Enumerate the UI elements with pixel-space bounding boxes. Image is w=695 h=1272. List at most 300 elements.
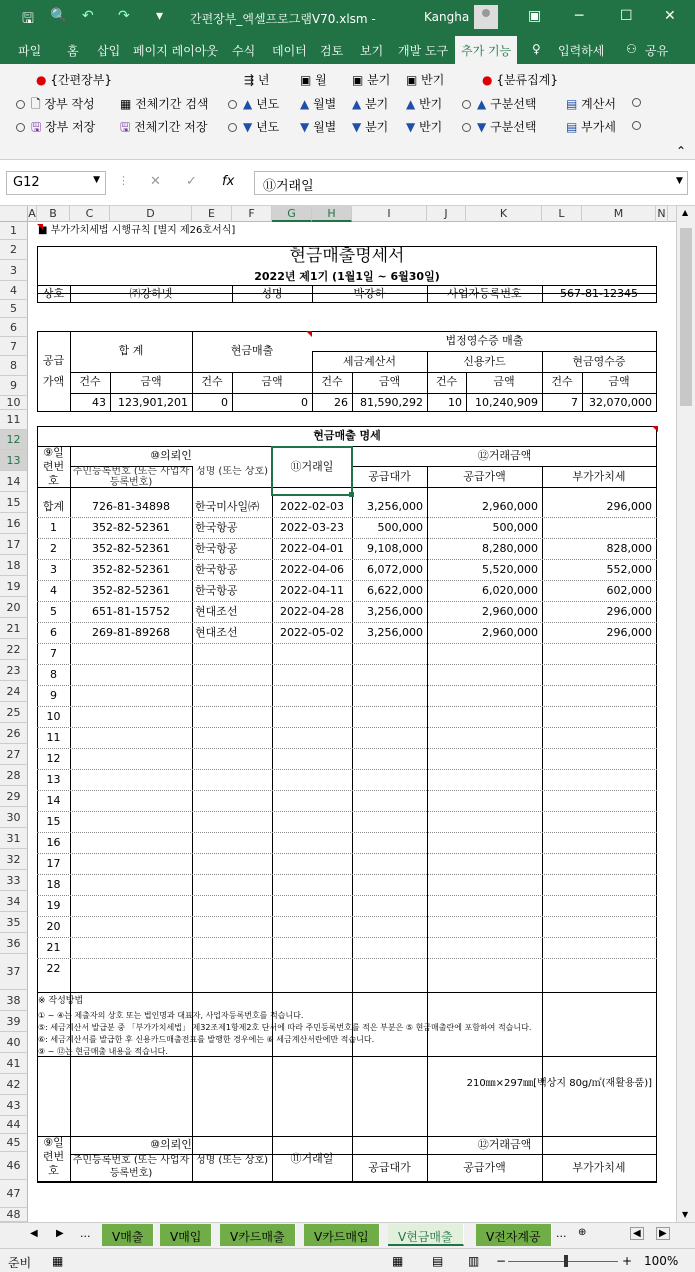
table-row-regno (70, 895, 192, 916)
cancel-icon[interactable]: ✕ (150, 174, 161, 189)
summary-amount: 32,070,000 (589, 396, 652, 409)
table-row-price: 3,256,000 (367, 500, 423, 513)
table-row-date: 2022-04-06 (280, 563, 344, 576)
table-row-supply (427, 643, 538, 664)
month-up-button[interactable]: ▲ 월별 (300, 97, 337, 111)
form-period: 2022년 제1기 (1월1일 ~ 6월30일) (254, 270, 440, 283)
table-row-regno: 352-82-52361 (92, 584, 170, 597)
label-amount: 금액 (140, 375, 162, 388)
row-header[interactable]: 40 (0, 1032, 28, 1053)
zoom-slider-thumb[interactable] (564, 1255, 568, 1267)
table-row-price: 6,622,000 (367, 584, 423, 597)
save-icon[interactable]: 🖫 (22, 11, 34, 27)
comment-indicator[interactable] (37, 224, 43, 230)
row-header[interactable]: 28 (0, 765, 28, 786)
table-row-vat (542, 706, 652, 727)
tab-data[interactable]: 데이터 (272, 44, 307, 58)
column-header[interactable]: L (542, 206, 582, 222)
radio-option-2[interactable] (632, 118, 647, 132)
table-row-supply (427, 916, 538, 937)
table-row-supply: 8,280,000 (482, 542, 538, 555)
table-row-client: 한국항공 (195, 542, 238, 555)
table-row-regno (70, 832, 192, 853)
half-down-button[interactable]: ▼ 반기 (406, 120, 443, 134)
row-header[interactable]: 21 (0, 618, 28, 639)
row-header[interactable]: 27 (0, 744, 28, 765)
table-row-date (272, 895, 352, 916)
table-row-client (192, 643, 272, 664)
table-row-vat (542, 832, 652, 853)
row-header[interactable]: 18 (0, 555, 28, 576)
row-header[interactable]: 23 (0, 660, 28, 681)
table-row-client (192, 853, 272, 874)
row-header[interactable]: 43 (0, 1095, 28, 1116)
label-serial-2: 련번 (42, 460, 65, 473)
select-all-corner[interactable] (0, 206, 28, 222)
label-count: 건수 (201, 375, 223, 388)
hscroll-right[interactable]: ▶ (656, 1227, 670, 1240)
table-row-serial: 6 (50, 626, 57, 639)
form-rule: ■ 부가가치세법 시행규칙 [별지 제26호서식] (38, 225, 236, 236)
table-row-serial: 18 (46, 878, 61, 891)
table-row-date: 2022-04-28 (280, 605, 344, 618)
save-all-button[interactable]: 🖫 전체기간 저장 (120, 120, 208, 134)
table-row-date: 2022-03-23 (280, 521, 344, 534)
vat-button[interactable]: ▤ 부가세 (566, 120, 616, 134)
tab-page-layout[interactable]: 페이지 레이아웃 (133, 44, 218, 58)
table-row-serial: 20 (46, 920, 61, 933)
table-row-vat: 602,000 (606, 584, 652, 597)
status-bar (0, 1248, 695, 1272)
table-row-price: 6,072,000 (367, 563, 423, 576)
row-header[interactable]: 36 (0, 933, 28, 954)
table-row-vat (542, 958, 652, 979)
search-all-button[interactable]: ▦ 전체기간 검색 (120, 97, 209, 111)
zoom-out-icon[interactable]: − (496, 1254, 507, 1268)
formula-input[interactable]: ⑪거래일 (254, 171, 688, 195)
tab-insert[interactable]: 삽입 (97, 44, 121, 58)
row-header[interactable]: 2 (0, 240, 28, 260)
row-header[interactable]: 19 (0, 576, 28, 597)
selected-cell[interactable] (271, 446, 353, 496)
table-row-vat (542, 874, 652, 895)
row-header[interactable]: 39 (0, 1011, 28, 1032)
table-row-serial: 19 (46, 899, 61, 912)
row-header[interactable]: 46 (0, 1152, 28, 1180)
table-row-date (272, 874, 352, 895)
table-row-regno: 352-82-52361 (92, 563, 170, 576)
column-header[interactable]: A (28, 207, 36, 220)
table-row-serial: 12 (46, 752, 61, 765)
table-row-vat (542, 685, 652, 706)
table-row-price (352, 874, 423, 895)
note-line: ① ~ ④는 제출자의 상호 또는 법인명과 대표자, 사업자등록번호를 적습니다. (38, 1011, 304, 1020)
table-row-serial: 10 (46, 710, 61, 723)
row-header[interactable]: 31 (0, 828, 28, 849)
table-row-serial: 8 (50, 668, 57, 681)
table-row-supply (427, 958, 538, 979)
table-row-client (192, 685, 272, 706)
column-header[interactable]: B (37, 206, 70, 222)
column-header[interactable]: E (192, 206, 232, 222)
hscroll-left[interactable]: ◀ (630, 1227, 644, 1240)
minimize-icon[interactable]: ─ (575, 8, 584, 24)
summary-count: 0 (221, 396, 228, 409)
table-row-serial: 5 (50, 605, 57, 618)
row-header[interactable]: 12 (0, 430, 28, 450)
row-header[interactable]: 38 (0, 990, 28, 1011)
column-header[interactable]: F (232, 206, 272, 222)
month-button[interactable]: ▣ 월 (300, 73, 327, 87)
label-client-name: 성명 (또는 상호) (195, 1155, 269, 1166)
avatar[interactable] (474, 5, 498, 29)
row-header[interactable]: 16 (0, 513, 28, 534)
table-row-client (192, 706, 272, 727)
row-header[interactable]: 47 (0, 1180, 28, 1208)
summary-count: 7 (571, 396, 578, 409)
row-header[interactable]: 1 (0, 222, 28, 240)
label-company: 상호 (42, 287, 65, 300)
quarter-button[interactable]: ▣ 분기 (352, 73, 391, 87)
table-row-client (192, 895, 272, 916)
table-row-supply (427, 727, 538, 748)
table-row-date (272, 769, 352, 790)
note-line: ⑨ ~ ⑫는 현금매출 내용을 적습니다. (38, 1047, 168, 1056)
table-row-client (192, 748, 272, 769)
table-row-price (352, 853, 423, 874)
table-row-vat (542, 790, 652, 811)
bulb-icon: ● (36, 73, 47, 87)
label-amount: 금액 (493, 375, 515, 388)
half-up-button[interactable]: ▲ 반기 (406, 97, 443, 111)
table-row-price (352, 832, 423, 853)
row-header[interactable]: 20 (0, 597, 28, 618)
page-layout-view-icon[interactable]: ▤ (432, 1254, 444, 1268)
zoom-level[interactable]: 100% (644, 1254, 679, 1268)
table-row-serial: 2 (50, 542, 57, 555)
more-tabs-left[interactable]: ... (80, 1227, 91, 1240)
table-row-vat (542, 937, 652, 958)
tab-purchase[interactable]: V매입 (160, 1224, 212, 1246)
note-line: ⑤: 세금계산서 발급분 중 「부가가치세법」 제32조제1항제2호 단서에 따라 주민등록번호를 적은 부분은 ⑤ 현금매출란에 포함하여 적습니다. (38, 1023, 532, 1032)
group-label-ledger: {간편장부} (50, 73, 112, 87)
column-header[interactable]: D (110, 206, 192, 222)
table-row-supply: 2,960,000 (482, 605, 538, 618)
table-row-price: 500,000 (377, 521, 423, 534)
row-header[interactable]: 14 (0, 471, 28, 492)
row-header[interactable]: 33 (0, 870, 28, 891)
table-row-regno: 352-82-52361 (92, 542, 170, 555)
table-row-date (272, 664, 352, 685)
label-card: 신용카드 (463, 355, 506, 368)
row-header[interactable]: 5 (0, 300, 28, 318)
paper-spec: 210㎜×297㎜[백상지 80g/㎡(재활용품)] (466, 1078, 652, 1089)
row-header[interactable]: 24 (0, 681, 28, 702)
row-header[interactable]: 4 (0, 281, 28, 300)
table-row-vat (542, 853, 652, 874)
table-row-price (352, 958, 423, 979)
comment-indicator[interactable] (652, 426, 658, 432)
table-row-vat: 296,000 (606, 500, 652, 513)
table-row-serial: 1 (50, 521, 57, 534)
table-row-date (272, 937, 352, 958)
column-header[interactable]: H (312, 206, 352, 222)
table-row-regno: 726-81-34898 (92, 500, 170, 513)
row-header[interactable]: 42 (0, 1074, 28, 1095)
table-row-client: 한국항공 (195, 563, 238, 576)
column-header[interactable]: M (582, 206, 656, 222)
invoice-button[interactable]: ▤ 계산서 (566, 97, 616, 111)
tab-review[interactable]: 검토 (320, 44, 344, 58)
tab-view[interactable]: 보기 (360, 44, 384, 58)
label-total: 합 계 (118, 344, 144, 357)
row-header[interactable]: 6 (0, 318, 28, 337)
table-row-vat (542, 811, 652, 832)
table-row-vat (542, 727, 652, 748)
person-icon: ⚇ (626, 42, 637, 56)
column-header[interactable]: I (352, 206, 427, 222)
table-row-supply (427, 664, 538, 685)
summary-count: 10 (448, 396, 462, 409)
summary-amount: 0 (301, 396, 308, 409)
tab-cash-sales[interactable]: V현금매출 (388, 1224, 464, 1246)
table-row-client: 현대조선 (195, 605, 238, 618)
table-row-date (272, 706, 352, 727)
table-row-date (272, 643, 352, 664)
label-vat: 부가가치세 (572, 470, 626, 483)
column-header[interactable]: G (272, 206, 312, 222)
table-row-supply (427, 895, 538, 916)
row-header[interactable]: 8 (0, 356, 28, 376)
zoom-slider[interactable] (508, 1261, 618, 1262)
row-header[interactable]: 35 (0, 912, 28, 933)
insert-function-icon[interactable]: fx (222, 174, 235, 189)
label-serial-3: 호 (48, 474, 59, 487)
window-title: 간편장부_엑셀프로그램V70.xlsm - (190, 12, 376, 26)
undo-icon[interactable]: ↶ (82, 8, 94, 24)
table-row-client: 현대조선 (195, 626, 238, 639)
collapse-ribbon-icon[interactable]: ⌃ (676, 144, 687, 158)
table-row-serial: 9 (50, 689, 57, 702)
table-row-date (272, 727, 352, 748)
zoom-in-icon[interactable]: + (622, 1254, 633, 1268)
table-row-vat: 296,000 (606, 626, 652, 639)
tab-card-sales[interactable]: V카드매출 (220, 1224, 296, 1246)
worksheet-grid[interactable] (0, 206, 695, 1222)
table-row-vat (542, 748, 652, 769)
category-up-button[interactable]: ▲ 구분선택 (462, 95, 536, 112)
more-tabs-right[interactable]: ... (556, 1227, 567, 1240)
year-button[interactable]: ⇶ 년 (244, 73, 270, 87)
form-title: 현금매출명세서 (289, 246, 405, 266)
row-header[interactable]: 45 (0, 1134, 28, 1152)
label-price: 공급대가 (368, 1161, 411, 1174)
row-header[interactable]: 26 (0, 723, 28, 744)
quarter-up-button[interactable]: ▲ 분기 (352, 97, 389, 111)
table-row-regno (70, 853, 192, 874)
column-header[interactable]: C (70, 206, 110, 222)
row-header[interactable]: 37 (0, 954, 28, 990)
table-row-regno (70, 811, 192, 832)
label-supply-2: 가액 (42, 375, 65, 388)
half-button[interactable]: ▣ 반기 (406, 73, 445, 87)
company-name: ㈜강하넷 (129, 287, 173, 300)
row-header[interactable]: 32 (0, 849, 28, 870)
table-row-vat: 552,000 (606, 563, 652, 576)
table-row-regno (70, 727, 192, 748)
table-row-vat: 296,000 (606, 605, 652, 618)
row-header[interactable]: 34 (0, 891, 28, 912)
table-row-client (192, 769, 272, 790)
label-count: 건수 (435, 375, 458, 388)
tab-e-invoice[interactable]: V전자계공 (476, 1224, 552, 1246)
customize-qat-icon[interactable]: ▾ (156, 8, 164, 24)
tab-sales[interactable]: V매출 (102, 1224, 154, 1246)
label-supply-amount: 공급가액 (463, 1161, 506, 1174)
year-down-button[interactable]: ▼ 년도 (228, 118, 279, 135)
write-ledger-button[interactable]: 🗋 장부 작성 (16, 95, 95, 116)
label-price: 공급대가 (368, 470, 411, 483)
row-header[interactable]: 10 (0, 396, 28, 410)
notes-title: ※ 작성방법 (38, 996, 84, 1006)
table-row-supply: 500,000 (492, 521, 538, 534)
tab-formulas[interactable]: 수식 (232, 44, 256, 58)
row-header[interactable]: 48 (0, 1208, 28, 1222)
table-row-supply (427, 685, 538, 706)
name-box[interactable]: G12 ▼ (6, 171, 106, 195)
table-row-client (192, 811, 272, 832)
table-row-regno (70, 769, 192, 790)
summary-count: 26 (334, 396, 348, 409)
ribbon-tabs (0, 36, 695, 64)
column-header[interactable]: K (466, 206, 542, 222)
row-header[interactable]: 25 (0, 702, 28, 723)
label-amount: 금액 (608, 375, 630, 388)
row-header[interactable]: 9 (0, 376, 28, 396)
row-header[interactable]: 41 (0, 1053, 28, 1074)
prev-sheet-icon[interactable]: ◀ (30, 1228, 38, 1239)
label-serial-3: 호 (48, 1164, 59, 1177)
table-row-price (352, 769, 423, 790)
table-row-vat (542, 916, 652, 937)
table-row-price (352, 748, 423, 769)
maximize-icon[interactable]: ☐ (620, 8, 633, 24)
group-label-category: {분류집계} (496, 73, 558, 87)
tab-file[interactable]: 파일 (18, 44, 42, 58)
row-header[interactable]: 15 (0, 492, 28, 513)
row-header[interactable]: 13 (0, 450, 28, 471)
tab-developer[interactable]: 개발 도구 (398, 44, 449, 58)
label-tx-amount: ⑫거래금액 (477, 1138, 532, 1151)
table-row-date: 2022-04-01 (280, 542, 344, 555)
table-row-regno: 651-81-15752 (92, 605, 170, 618)
table-row-client (192, 916, 272, 937)
radio-option[interactable] (632, 95, 647, 109)
row-header[interactable]: 30 (0, 807, 28, 828)
table-row-regno: 352-82-52361 (92, 521, 170, 534)
row-header[interactable]: 22 (0, 639, 28, 660)
row-header[interactable]: 11 (0, 410, 28, 430)
share-button[interactable]: 공유 (645, 44, 669, 58)
row-header[interactable]: 44 (0, 1116, 28, 1134)
add-sheet-icon[interactable]: ⊕ (578, 1227, 587, 1238)
redo-icon[interactable]: ↷ (118, 8, 130, 24)
column-header[interactable]: J (427, 206, 466, 222)
ribbon: ● {간편장부} 🗋 장부 작성 🖫 장부 저장 ▦ 전체기간 검색 🖫 전체기간 저장 ⇶ 년 ▣ 월 ▣ 분기 ▣ 반기 ▲ 년도 ▲ 월별 ▲ 분기 ▲ 반기 ▼ 년도 ▼ 월별 ▼ 분기 ▼ 반기 ● {분류집계} ▲ 구분선택 ▼ 구분선택 ▤ 계산서 ▤ 부가세 ⌃ (0, 64, 695, 160)
category-down-button[interactable]: ▼ 구분선택 (462, 118, 536, 135)
table-row-supply (427, 790, 538, 811)
comment-indicator[interactable] (306, 331, 312, 337)
label-client: ⑩의뢰인 (150, 449, 192, 462)
table-row-client (192, 958, 272, 979)
table-row-serial: 13 (46, 773, 61, 786)
column-headers (0, 206, 676, 222)
tab-addins[interactable]: 추가 기능 (455, 36, 517, 64)
close-icon[interactable]: ✕ (664, 8, 676, 24)
column-header[interactable]: N (656, 206, 668, 222)
label-name: 성명 (261, 287, 283, 300)
table-row-price (352, 727, 423, 748)
table-row-date: 2022-04-11 (280, 584, 344, 597)
row-header[interactable]: 17 (0, 534, 28, 555)
tab-card-purchase[interactable]: V카드매입 (304, 1224, 380, 1246)
table-row-price (352, 895, 423, 916)
table-row-serial: 7 (50, 647, 57, 660)
table-row-supply: 5,520,000 (482, 563, 538, 576)
summary-amount: 10,240,909 (475, 396, 538, 409)
row-header[interactable]: 7 (0, 337, 28, 356)
page-break-view-icon[interactable]: ▥ (468, 1254, 480, 1268)
table-row-vat (542, 895, 652, 916)
table-row-date: 2022-02-03 (280, 500, 344, 513)
quarter-down-button[interactable]: ▼ 분기 (352, 120, 389, 134)
tell-me-input[interactable]: 입력하세 (558, 44, 605, 58)
table-row-price: 9,108,000 (367, 542, 423, 555)
year-up-button[interactable]: ▲ 년도 (228, 95, 279, 112)
row-header[interactable]: 29 (0, 786, 28, 807)
macro-record-icon[interactable]: ▦ (52, 1254, 64, 1268)
table-row-regno (70, 685, 192, 706)
status-ready: 준비 (8, 1256, 32, 1270)
table-row-supply (427, 769, 538, 790)
table-row-serial: 14 (46, 794, 61, 807)
tab-home[interactable]: 홈 (67, 44, 79, 58)
enter-icon[interactable]: ✓ (186, 174, 197, 189)
expand-formula-icon[interactable]: ▼ (676, 176, 683, 186)
table-row-client (192, 727, 272, 748)
table-row-vat (542, 769, 652, 790)
table-row-date (272, 811, 352, 832)
table-row-price: 3,256,000 (367, 626, 423, 639)
normal-view-icon[interactable]: ▦ (392, 1254, 404, 1268)
row-header[interactable]: 3 (0, 260, 28, 281)
table-row-supply: 6,020,000 (482, 584, 538, 597)
user-name[interactable]: Kangha (424, 10, 470, 24)
ribbon-options-icon[interactable]: ▣ (528, 8, 542, 24)
month-down-button[interactable]: ▼ 월별 (300, 120, 337, 134)
save-ledger-button[interactable]: 🖫 장부 저장 (16, 118, 95, 139)
vertical-scrollbar[interactable]: ▲ ▼ (676, 206, 695, 1222)
table-row-price (352, 664, 423, 685)
next-sheet-icon[interactable]: ▶ (56, 1228, 64, 1239)
table-row-price (352, 937, 423, 958)
print-preview-icon[interactable]: 🔍 (50, 8, 68, 24)
table-row-supply: 2,960,000 (482, 500, 538, 513)
table-row-serial: 17 (46, 857, 61, 870)
table-row-client (192, 937, 272, 958)
label-receipt: 현금영수증 (572, 355, 626, 368)
label-count: 건수 (79, 375, 101, 388)
